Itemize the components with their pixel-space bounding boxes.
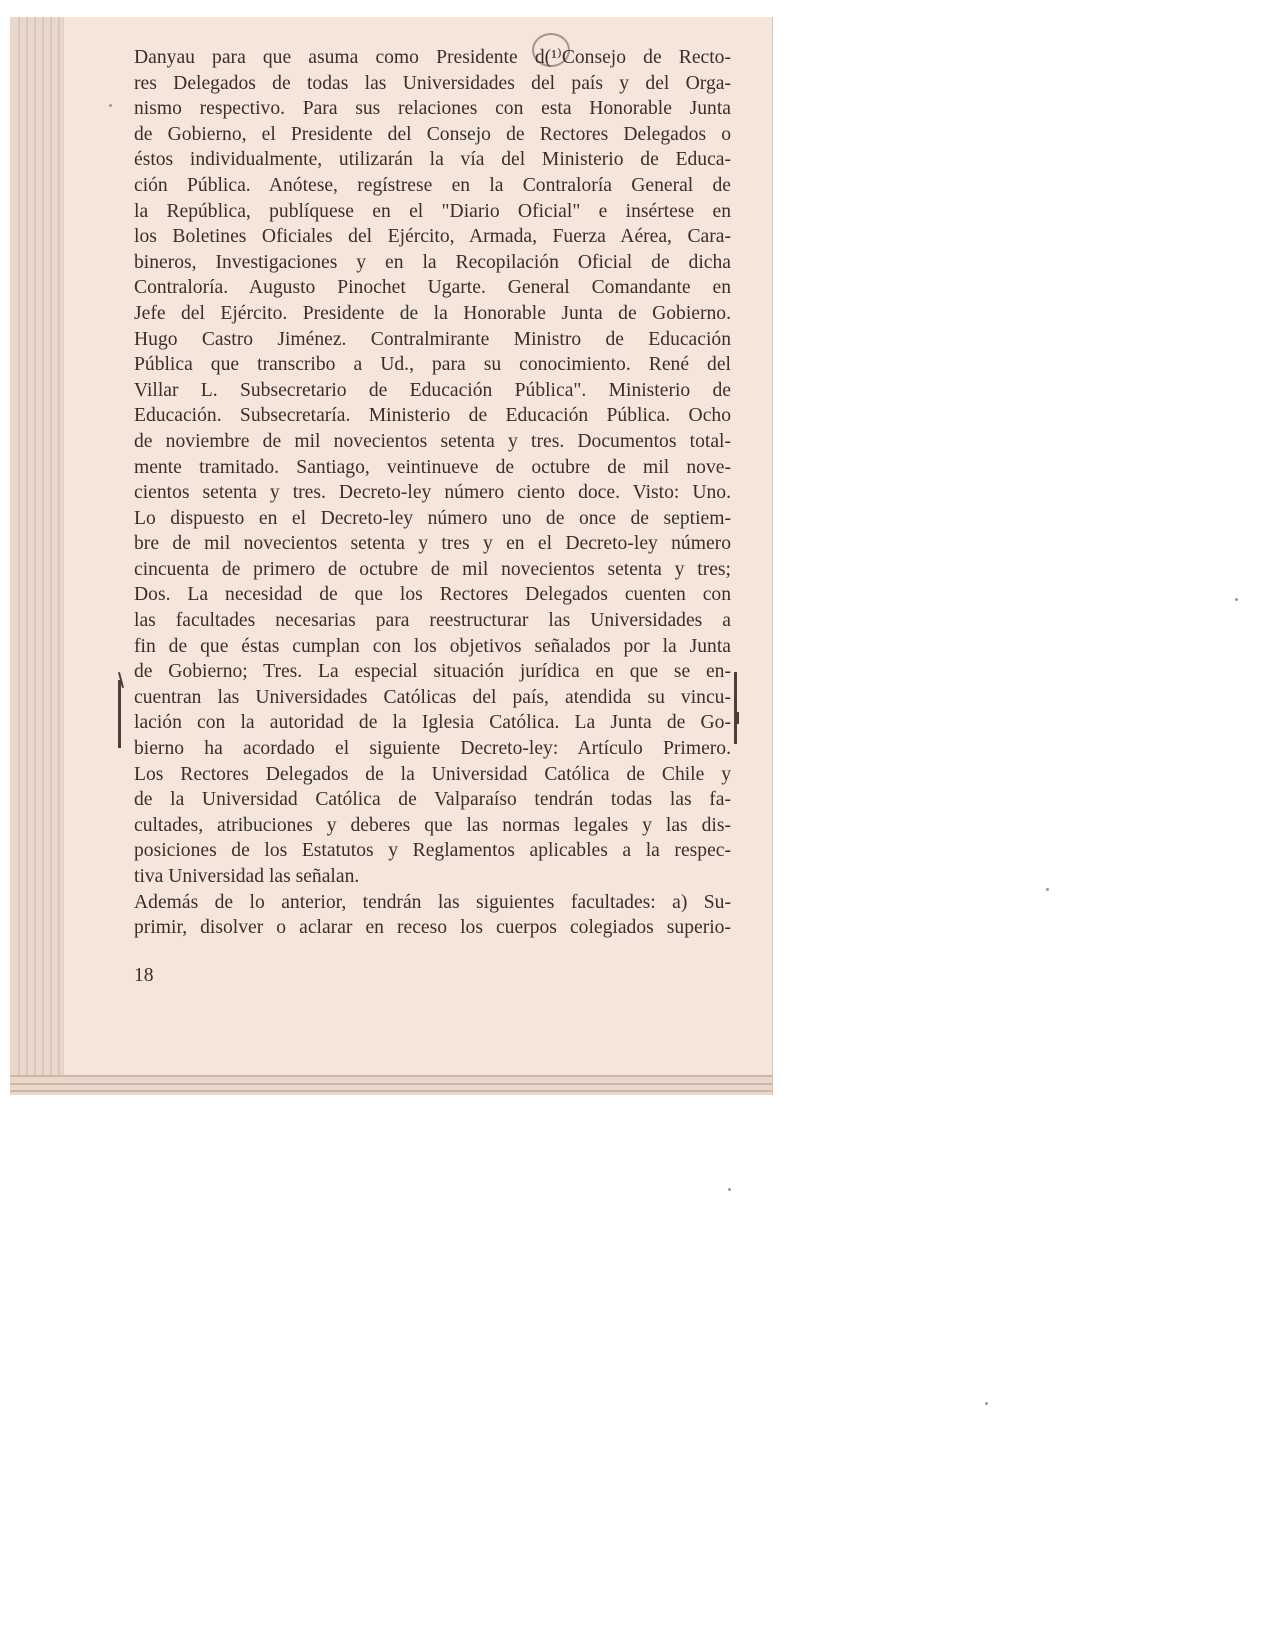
page-edge <box>50 17 52 1075</box>
page-bottom-edge <box>10 1083 772 1085</box>
text-line: la República, publíquese en el "Diario Oficial" e insértese en <box>134 200 731 222</box>
text-line: Danyau para que asuma como Presidente d(¹⁾Consejo de Recto- <box>134 47 731 68</box>
body-text <box>134 45 731 941</box>
text-line: bineros, Investigaciones y en la Recopilación Oficial de dicha <box>134 251 731 273</box>
text-line: posiciones de los Estatutos y Reglamentos aplicables a la respec- <box>134 840 731 862</box>
text-line: de la Universidad Católica de Valparaíso tendrán todas las fa- <box>134 789 731 811</box>
text-line: cuentran las Universidades Católicas del país, atendida su vincu- <box>134 686 731 708</box>
scan-speck <box>985 1402 988 1405</box>
text-line: mente tramitado. Santiago, veintinueve de octubre de mil nove- <box>134 456 731 478</box>
text-line: Villar L. Subsecretario de Educación Pública". Ministerio de <box>134 379 731 401</box>
scan-speck <box>109 104 112 107</box>
page-bottom-edge <box>10 1075 772 1077</box>
text-line: de Gobierno; Tres. La especial situación jurídica en que se en- <box>134 661 731 683</box>
scan-speck <box>1046 888 1049 891</box>
page-edge <box>34 17 36 1075</box>
scan-speck <box>1235 598 1238 601</box>
text-line: tiva Universidad las señalan. <box>134 866 360 887</box>
text-line: bre de mil novecientos setenta y tres y en el Decreto-ley número <box>134 533 731 555</box>
text-line: nismo respectivo. Para sus relaciones con esta Honorable Junta <box>134 98 731 120</box>
margin-mark-right <box>734 672 737 744</box>
text-line: Jefe del Ejército. Presidente de la Honorable Junta de Gobierno. <box>134 302 731 324</box>
text-line: fin de que éstas cumplan con los objetivos señalados por la Junta <box>134 635 731 657</box>
text-line: res Delegados de todas las Universidades del país y del Orga- <box>134 72 731 94</box>
text-line: Además de lo anterior, tendrán las siguientes facultades: a) Su- <box>134 891 731 913</box>
text-line: Educación. Subsecretaría. Ministerio de Educación Pública. Ocho <box>134 405 731 427</box>
page-edge <box>26 17 28 1075</box>
text-line: los Boletines Oficiales del Ejército, Armada, Fuerza Aérea, Cara- <box>134 226 731 248</box>
page-bottom-edge <box>10 1090 772 1092</box>
text-line: cientos setenta y tres. Decreto-ley número ciento doce. Visto: Uno. <box>134 482 731 504</box>
text-line: primir, disolver o aclarar en receso los cuerpos colegiados superio- <box>134 917 731 939</box>
text-line: ción Pública. Anótese, regístrese en la Contraloría General de <box>134 174 731 196</box>
text-line: Pública que transcribo a Ud., para su conocimiento. René del <box>134 354 731 376</box>
text-line: bierno ha acordado el siguiente Decreto-ley: Artículo Primero. <box>134 738 731 760</box>
text-line: Los Rectores Delegados de la Universidad Católica de Chile y <box>134 763 731 785</box>
scan-speck <box>728 1188 731 1191</box>
page-edge <box>58 17 60 1075</box>
margin-mark-left <box>118 680 121 748</box>
page-edge <box>18 17 20 1075</box>
text-line: las facultades necesarias para reestructurar las Universidades a <box>134 610 731 632</box>
text-line: cultades, atribuciones y deberes que las normas legales y las dis- <box>134 814 731 836</box>
page-number: 18 <box>134 965 154 986</box>
text-line: lación con la autoridad de la Iglesia Católica. La Junta de Go- <box>134 712 731 734</box>
text-line: de Gobierno, el Presidente del Consejo de Rectores Delegados o <box>134 123 731 145</box>
margin-mark-right <box>737 712 739 724</box>
text-line: Contraloría. Augusto Pinochet Ugarte. General Comandante en <box>134 277 731 299</box>
page-edge <box>42 17 44 1075</box>
text-line: éstos individualmente, utilizarán la vía del Ministerio de Educa- <box>134 149 731 171</box>
text-line: de noviembre de mil novecientos setenta y tres. Documentos total- <box>134 430 731 452</box>
text-line: Dos. La necesidad de que los Rectores Delegados cuenten con <box>134 584 731 606</box>
text-line: Hugo Castro Jiménez. Contralmirante Ministro de Educación <box>134 328 731 350</box>
text-line: cincuenta de primero de octubre de mil novecientos setenta y tres; <box>134 558 731 580</box>
text-line: Lo dispuesto en el Decreto-ley número uno de once de septiem- <box>134 507 731 529</box>
